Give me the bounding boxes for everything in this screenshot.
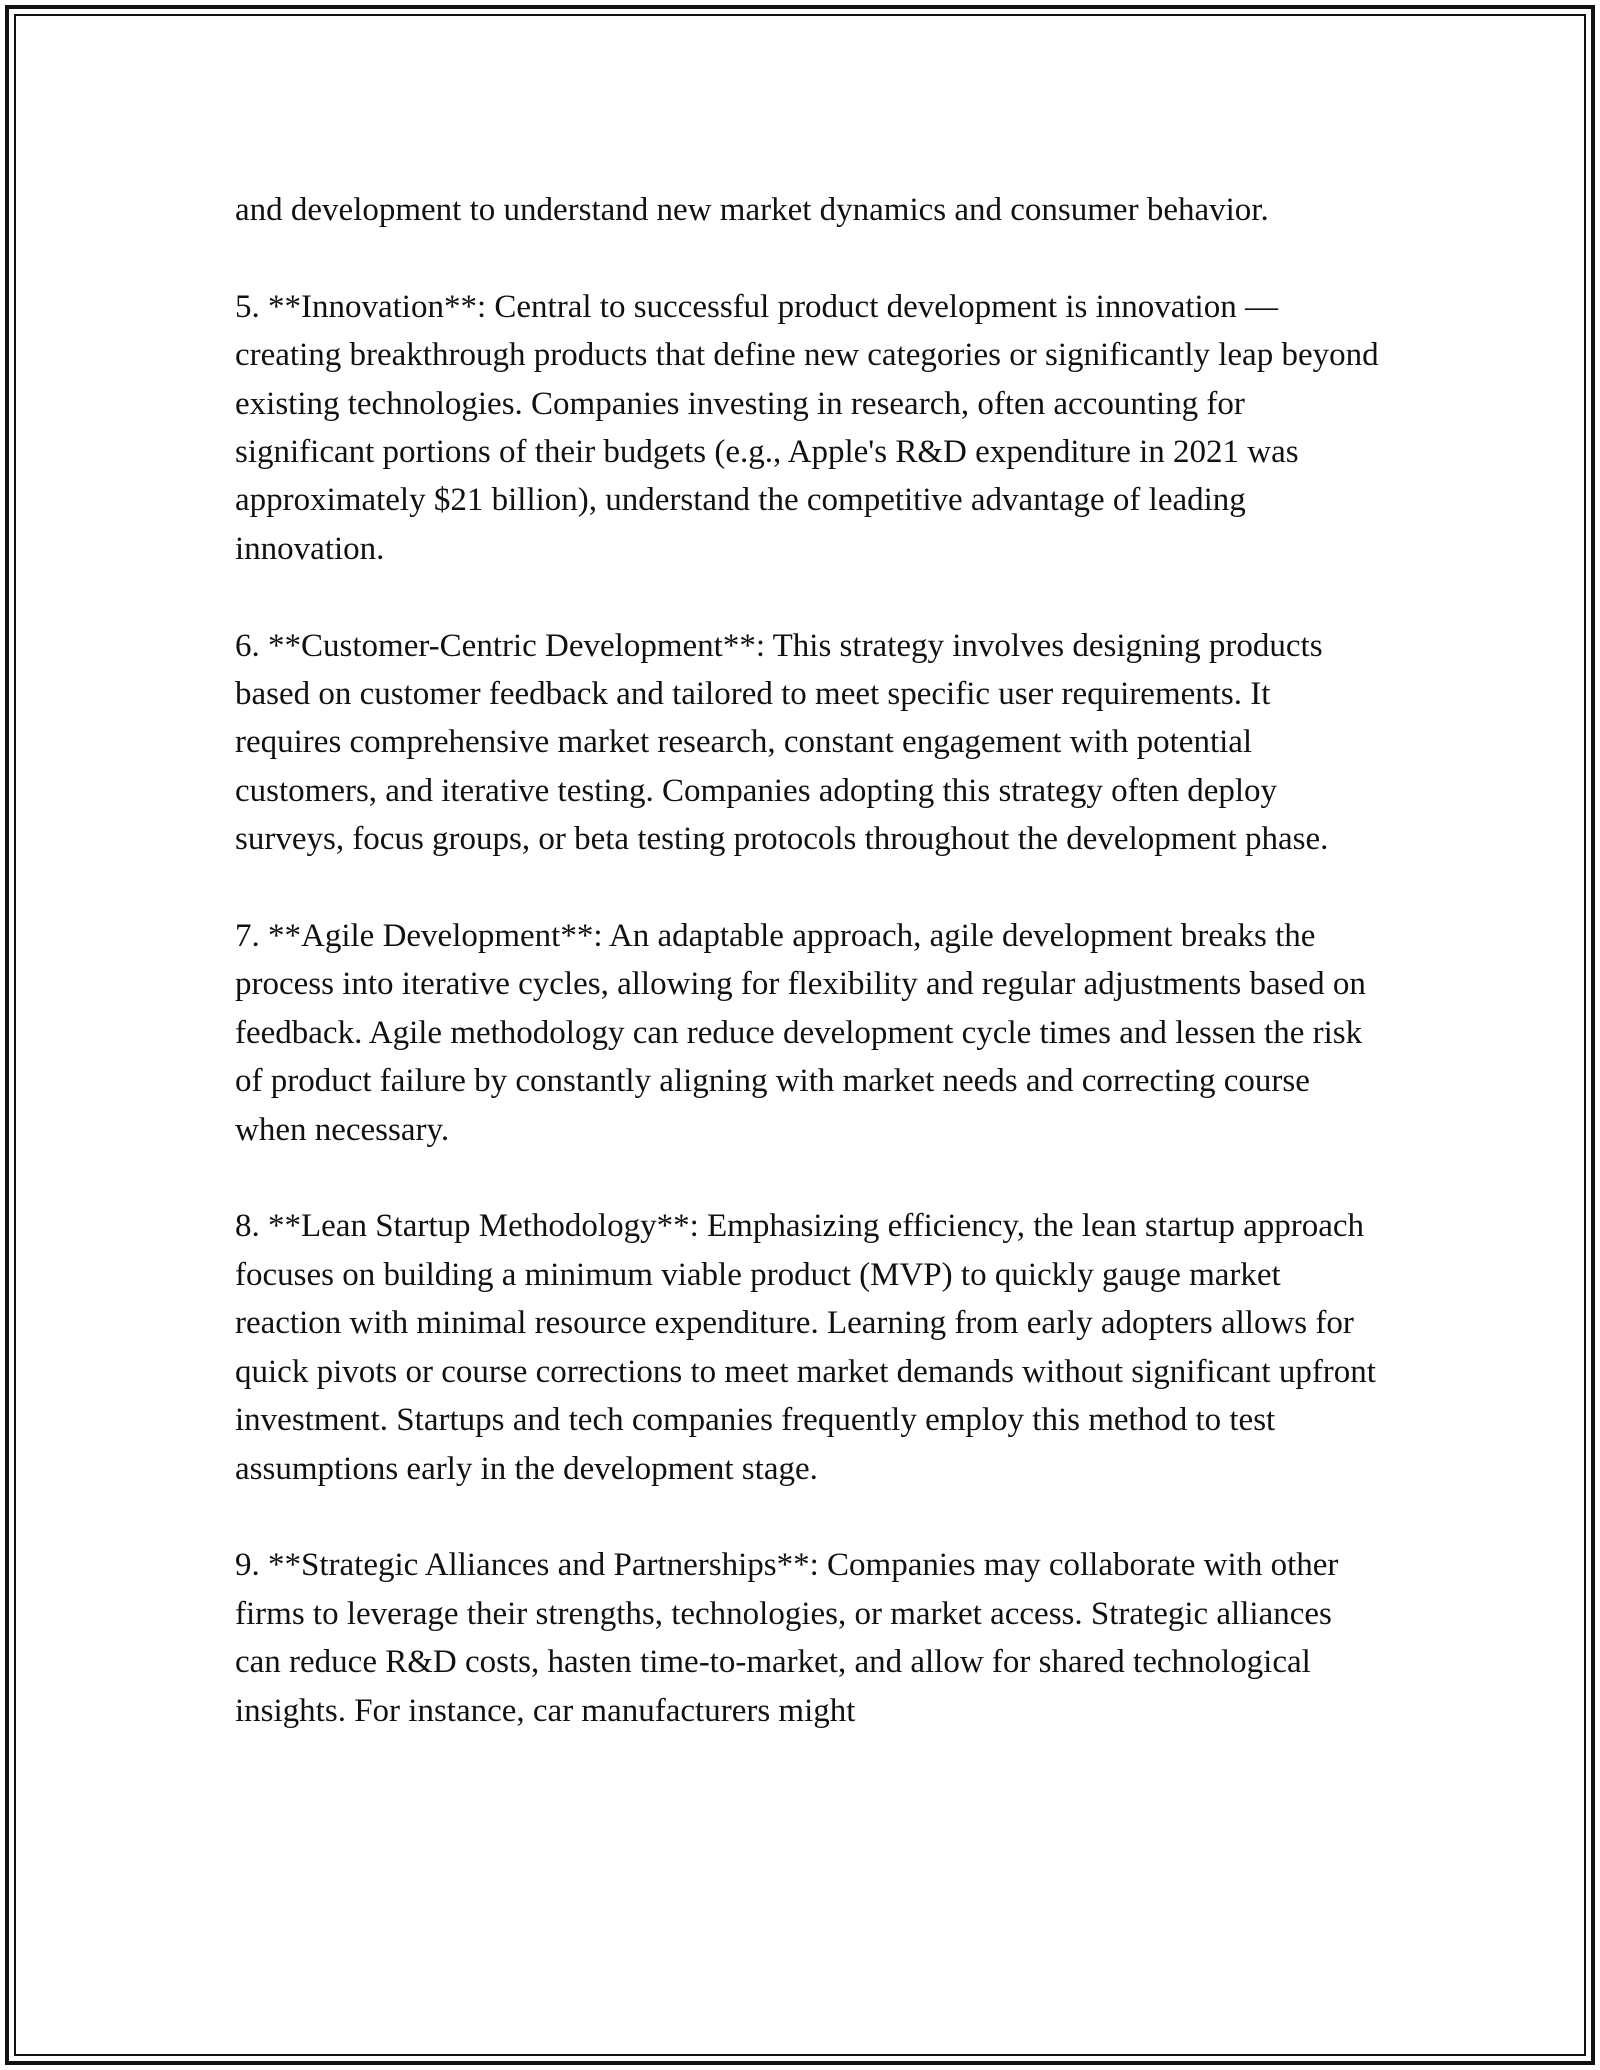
paragraph-continuation: and development to understand new market dynamics and consumer behavior. (235, 192, 1269, 228)
document-body (235, 186, 1380, 1735)
paragraph-agile-development: 7. **Agile Development**: An adaptable approach, agile development breaks the process into iterative cycles, allowing for flexibility and regular adjustments based on feedback. Agile methodology can reduce development cycle times and lessen the risk of product failure by constantly aligning with market needs and correcting course when necessary. (235, 918, 1366, 1148)
paragraph-lean-startup-methodology: 8. **Lean Startup Methodology**: Emphasizing efficiency, the lean startup approach focuses on building a minimum viable product (MVP) to quickly gauge market reaction with minimal resource expenditure. Learning from early adopters allows for quick pivots or course corrections to meet market demands without significant upfront investment. Startups and tech companies frequently employ this method to test assumptions early in the development stage. (235, 1208, 1376, 1487)
paragraph-strategic-alliances: 9. **Strategic Alliances and Partnerships**: Companies may collaborate with other firms to leverage their strengths, technologies, or market access. Strategic alliances can reduce R&D costs, hasten time-to-market, and allow for shared technological insights. For instance, car manufacturers might (235, 1547, 1339, 1729)
paragraph-customer-centric-development: 6. **Customer-Centric Development**: This strategy involves designing products based on customer feedback and tailored to meet specific user requirements. It requires comprehensive market research, constant engagement with potential customers, and iterative testing. Companies adopting this strategy often deploy surveys, focus groups, or beta testing protocols throughout the development phase. (235, 627, 1329, 858)
paragraph-innovation: 5. **Innovation**: Central to successful product development is innovation — creating breakthrough products that define new categories or significantly leap beyond existing technologies. Companies investing in research, often accounting for significant portions of their budgets (e.g., Apple's R&D expenditure in 2021 was approximately $21 billion), understand the competitive advantage of leading innovation. (235, 288, 1379, 567)
